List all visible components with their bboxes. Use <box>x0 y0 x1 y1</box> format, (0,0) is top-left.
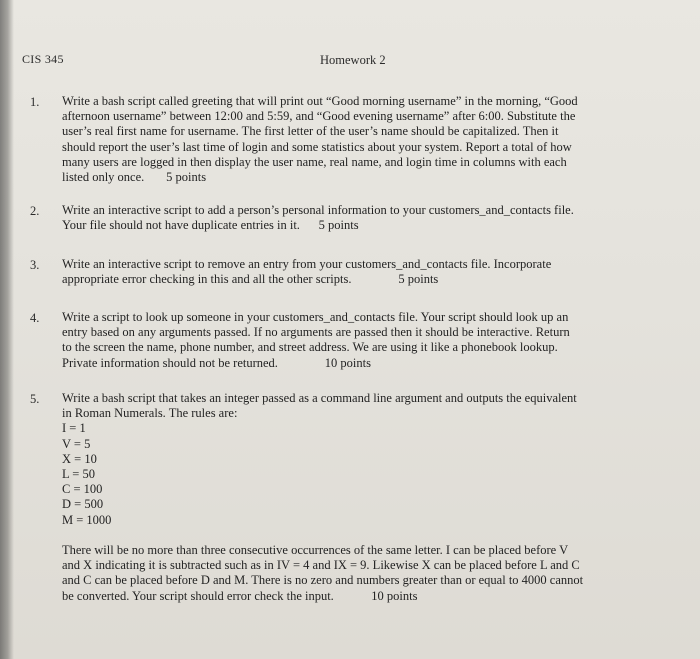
page-title: Homework 2 <box>320 53 386 67</box>
question-5-number: 5. <box>30 392 40 406</box>
question-4-text: Write a script to look up someone in your customers_and_contacts file. Your script should look up an entry based on any arguments passed. If no arguments are passed then it should be interactive. Return to the screen the name, phone number, and street address. We are using it like a phonebook lookup. Private information should not be returned. 10 points <box>62 310 570 370</box>
question-3-number: 3. <box>30 258 40 272</box>
question-4-number: 4. <box>30 311 40 325</box>
question-3-text: Write an interactive script to remove an entry from your customers_and_contacts file. Incorporate appropriate error checking in this and all the other scripts. 5 points <box>62 257 552 287</box>
question-1-number: 1. <box>30 95 40 109</box>
question-2-number: 2. <box>30 204 40 218</box>
question-2-text: Write an interactive script to add a person’s personal information to your customers_and_contacts file. Your file should not have duplicate entries in it. 5 points <box>62 203 574 233</box>
question-1-text: Write a bash script called greeting that will print out “Good morning username” in the morning, “Good afternoon username” between 12:00 and 5:59, and “Good evening username” after 6:00. Substitute the user’s real first name for username. The first letter of the user’s name should be capitalized. Then it should report the user’s last time of login and some statistics about your system. Report a total of how many users are logged in then display the user name, real name, and login time in columns with each listed only once. 5 points <box>62 94 578 185</box>
question-5-text: Write a bash script that takes an integer passed as a command line argument and outputs the equivalent in Roman Numerals. The rules are: I = 1 V = 5 X = 10 L = 50 C = 100 D = 500 M = 1000 There will be no more than three consecutive occurrences of the same letter. I can be placed before V and X indicating it is subtracted such as in IV = 4 and IX = 9. Likewise X can be placed before L and C and C can be placed before D and M. There is no zero and numbers greater than or equal to 4000 cannot be converted. Your script should error check the input. 10 points <box>62 391 584 603</box>
course-code: CIS 345 <box>22 52 64 66</box>
